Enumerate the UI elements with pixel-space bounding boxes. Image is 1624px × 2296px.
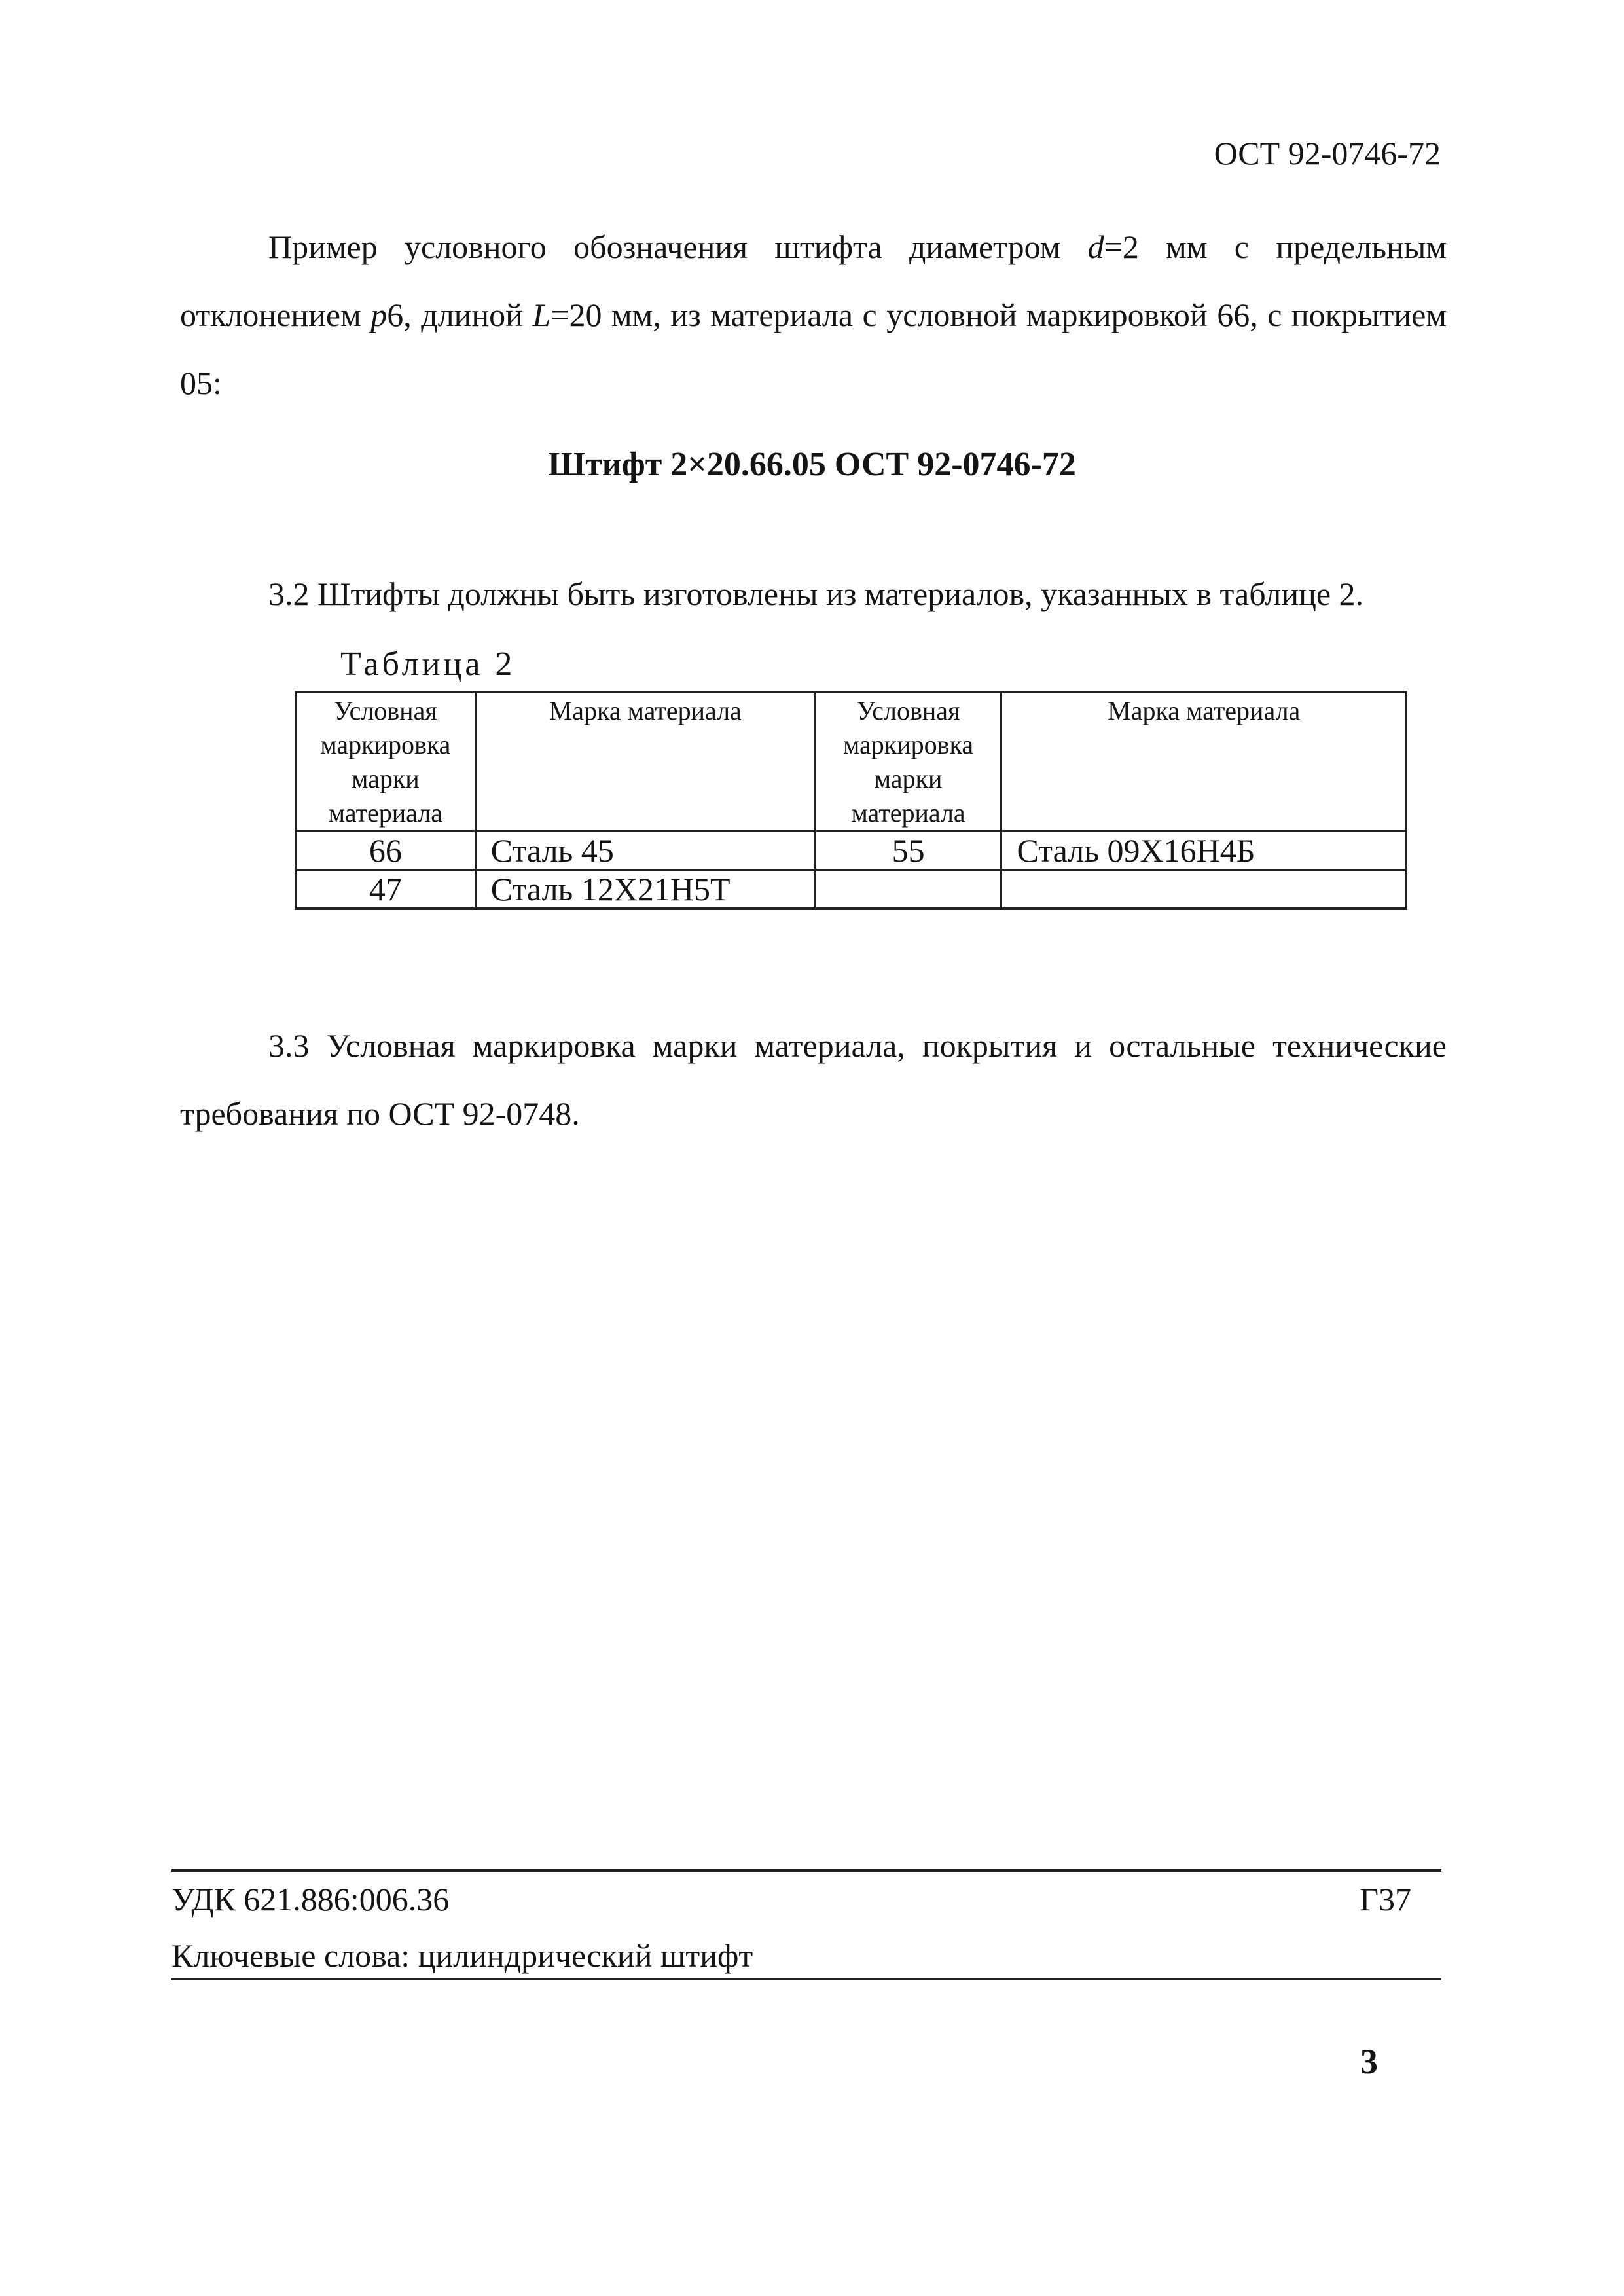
- table-row: [296, 831, 1407, 870]
- diameter-symbol: d: [1087, 228, 1104, 265]
- cell-code: 55: [815, 831, 1001, 870]
- example-text-2: =2 мм с предельным отклонением: [180, 228, 1447, 333]
- section-3-3-paragraph: 3.3 Условная маркировка марки материала, покрытия и остальные технические требования по ОСТ 92-0748.: [180, 1027, 1447, 1132]
- example-text-4: =20 мм, из материала с условной маркировкой 66, с покрытием 05:: [180, 297, 1447, 401]
- header-marking-code-2: Условная маркировка марки материала: [815, 692, 1001, 831]
- classification-code: Г37: [1360, 1881, 1411, 1918]
- cell-code: [815, 870, 1001, 909]
- designation-example: Штифт 2×20.66.05 ОСТ 92-0746-72: [548, 446, 1076, 483]
- udc-code: УДК 621.886:006.36: [171, 1881, 450, 1918]
- example-text-1: Пример условного обозначения штифта диаметром: [268, 228, 1088, 265]
- tolerance-symbol: p: [370, 297, 388, 333]
- cell-material: Сталь 12Х21Н5Т: [475, 870, 815, 909]
- keywords-line: Ключевые слова: цилиндрический штифт: [171, 1937, 753, 1974]
- page-number: 3: [1360, 2042, 1378, 2081]
- footer-top-rule: [171, 1869, 1441, 1872]
- header-material-grade-1: Марка материала: [475, 692, 815, 831]
- length-symbol: L: [532, 297, 551, 333]
- section-3-2-paragraph: 3.2 Штифты должны быть изготовлены из материалов, указанных в таблице 2.: [268, 575, 1364, 612]
- designation-example-paragraph: [180, 213, 1447, 417]
- cell-material: Сталь 45: [475, 831, 815, 870]
- header-material-grade-2: Марка материала: [1001, 692, 1407, 831]
- table-header-row: [296, 692, 1407, 831]
- materials-table: [295, 691, 1407, 910]
- table-row: [296, 870, 1407, 909]
- header-marking-code-1: Условная маркировка марки материала: [296, 692, 476, 831]
- footer-bottom-rule: [171, 1978, 1441, 1980]
- cell-code: 66: [296, 831, 476, 870]
- document-code-header: ОСТ 92-0746-72: [1214, 135, 1441, 172]
- cell-material: Сталь 09Х16Н4Б: [1001, 831, 1407, 870]
- table-caption: Таблица 2: [340, 646, 516, 683]
- example-text-3: 6, длиной: [387, 297, 533, 333]
- cell-code: 47: [296, 870, 476, 909]
- cell-material: [1001, 870, 1407, 909]
